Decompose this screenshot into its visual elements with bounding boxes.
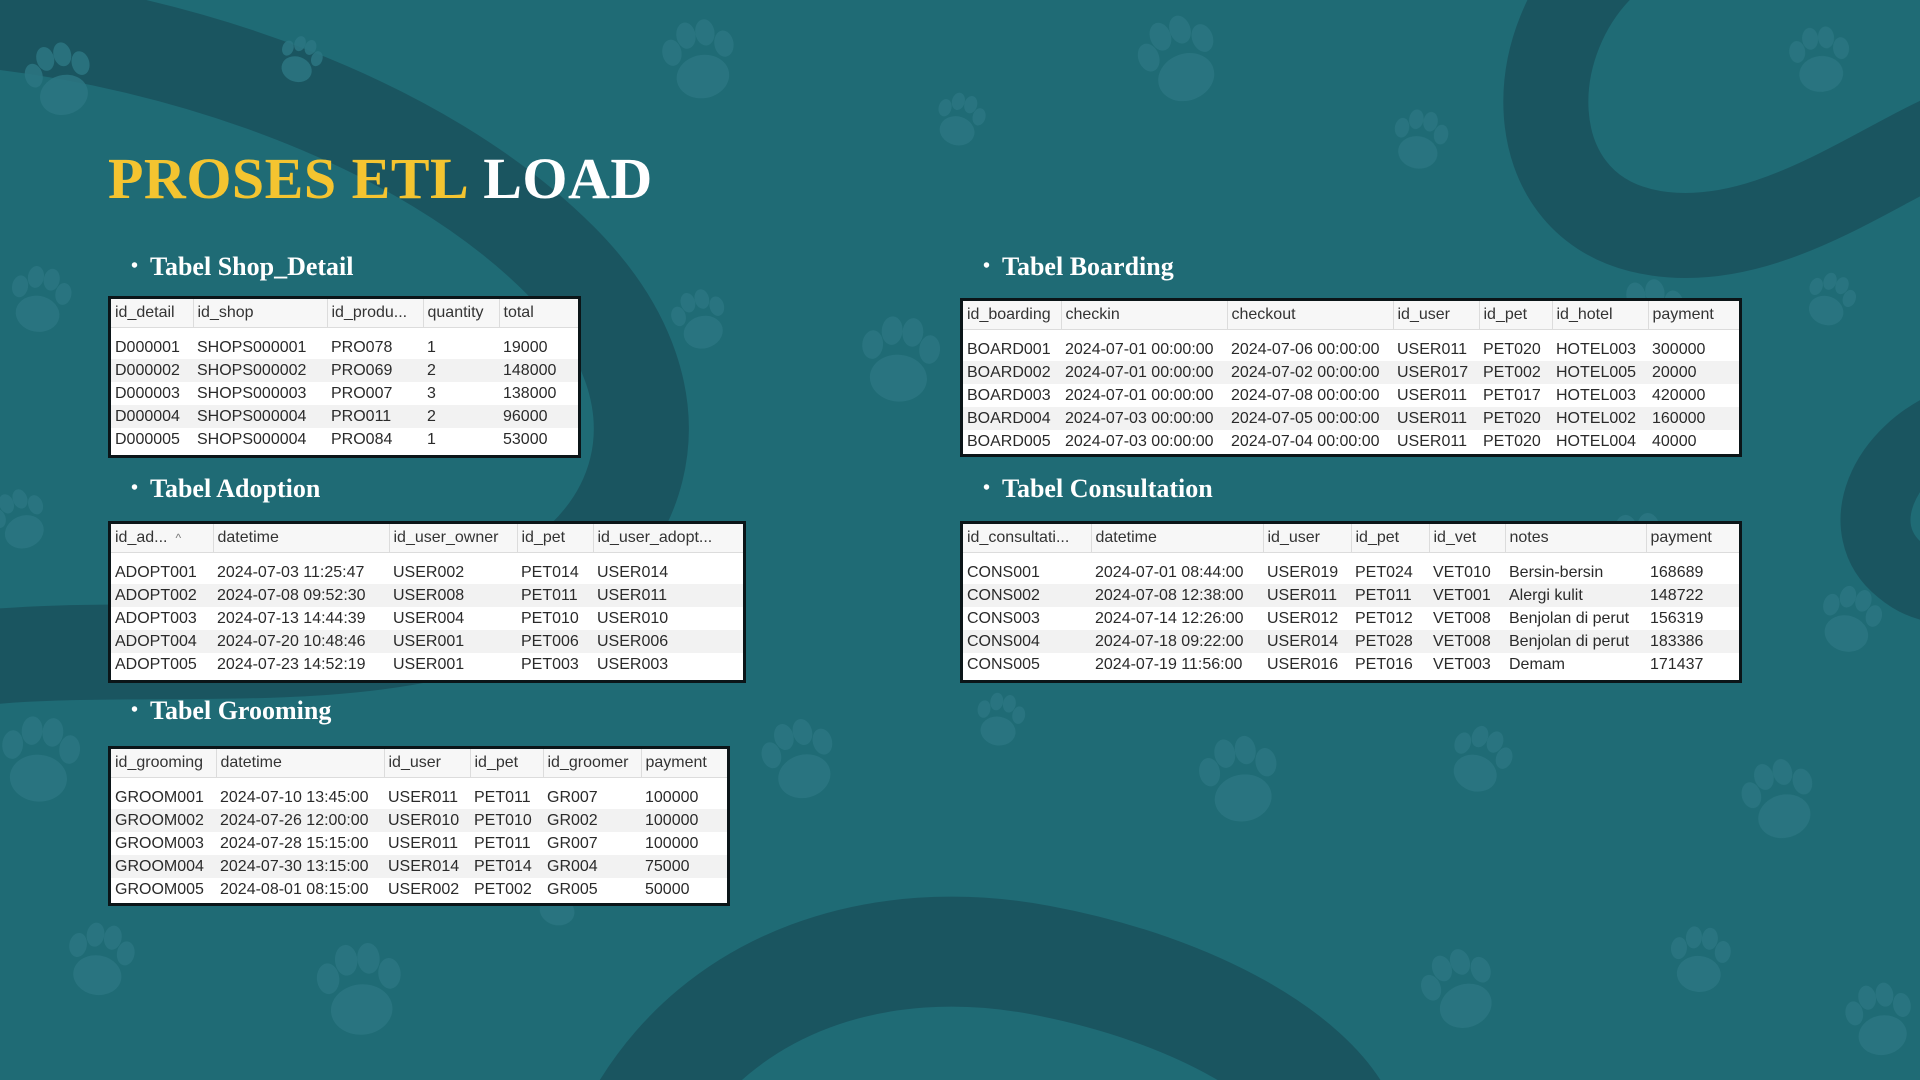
table-cell: 300000 [1648,338,1739,361]
table-cell: VET010 [1429,561,1505,584]
column-header-label: id_grooming [115,754,204,771]
column-header-label: id_consultati... [967,529,1070,546]
table-cell: D000002 [111,359,193,382]
table-cell: PRO011 [327,405,423,428]
table-cell: 2024-07-01 00:00:00 [1061,384,1227,407]
table-cell: 2024-07-23 14:52:19 [213,653,389,676]
column-header-label: id_groomer [547,754,629,771]
column-header[interactable] [641,749,727,778]
table-cell: 183386 [1646,630,1739,653]
table-row[interactable] [111,786,727,809]
column-header[interactable] [543,749,641,778]
column-header[interactable] [963,301,1061,330]
table-cell: HOTEL002 [1552,407,1648,430]
table-cell: GR002 [543,809,641,832]
column-header-label: id_pet [521,529,566,546]
sort-ascending-icon[interactable]: ^ [175,531,182,545]
table-cell: 2024-07-03 00:00:00 [1061,407,1227,430]
data-table [963,301,1739,453]
table-row[interactable] [963,430,1739,453]
table-cell: GR005 [543,878,641,901]
table-cell: GROOM004 [111,855,216,878]
data-table [963,524,1739,676]
table-cell: PET011 [470,786,543,809]
table-cell: 2024-07-08 12:38:00 [1091,584,1263,607]
column-header-label: total [503,304,534,321]
table-cell: USER014 [1263,630,1351,653]
table-row[interactable] [111,561,743,584]
table-cell: GROOM002 [111,809,216,832]
table-cell: PET014 [517,561,593,584]
table-row[interactable] [111,359,578,382]
table-cell: PET003 [517,653,593,676]
table-cell: Benjolan di perut [1505,630,1646,653]
column-header-label: payment [1652,306,1714,323]
table-row[interactable] [963,407,1739,430]
table-cell: PRO084 [327,428,423,451]
table-row[interactable] [111,336,578,359]
table-cell: USER014 [593,561,743,584]
table-cell: 1 [423,428,499,451]
column-header-label: payment [645,754,707,771]
table-cell: GROOM005 [111,878,216,901]
table-cell: BOARD001 [963,338,1061,361]
table-cell: 100000 [641,786,727,809]
table-cell: USER011 [1263,584,1351,607]
table-cell: Demam [1505,653,1646,676]
table-cell: USER014 [384,855,470,878]
table-cell: VET008 [1429,630,1505,653]
column-header[interactable] [1351,524,1429,553]
table-cell: PET014 [470,855,543,878]
column-header[interactable] [1227,301,1393,330]
table-cell: Bersin-bersin [1505,561,1646,584]
table-cell: CONS005 [963,653,1091,676]
table-cell: GR004 [543,855,641,878]
table-cell: PET017 [1479,384,1552,407]
table-cell: 2024-07-26 12:00:00 [216,809,384,832]
table-cell: SHOPS000004 [193,405,327,428]
table-row[interactable] [111,653,743,676]
table-consultation [960,521,1742,683]
column-header[interactable] [111,299,193,328]
table-cell: PET011 [1351,584,1429,607]
table-cell: D000001 [111,336,193,359]
table-cell: 2024-07-05 00:00:00 [1227,407,1393,430]
table-cell: PET016 [1351,653,1429,676]
table-cell: 2024-07-01 00:00:00 [1061,338,1227,361]
table-cell: USER011 [1393,384,1479,407]
table-cell: PET002 [1479,361,1552,384]
header-spacer [111,778,727,787]
table-cell: 148722 [1646,584,1739,607]
table-cell: BOARD003 [963,384,1061,407]
table-cell: USER002 [384,878,470,901]
column-header[interactable] [1393,301,1479,330]
table-cell: 2024-07-03 00:00:00 [1061,430,1227,453]
column-header-label: datetime [217,529,279,546]
table-row[interactable] [111,428,578,451]
column-header-label: id_boarding [967,306,1051,323]
table-cell: HOTEL004 [1552,430,1648,453]
table-cell: USER001 [389,653,517,676]
table-cell: ADOPT001 [111,561,213,584]
table-shop-detail [108,296,581,458]
table-cell: Alergi kulit [1505,584,1646,607]
table-cell: USER012 [1263,607,1351,630]
table-cell: PET020 [1479,338,1552,361]
column-header-label: id_user [1397,306,1450,323]
table-cell: 148000 [499,359,578,382]
table-row[interactable] [963,384,1739,407]
bullet-icon: • [131,699,139,721]
column-header-label: notes [1509,529,1549,546]
table-cell: CONS001 [963,561,1091,584]
table-row[interactable] [963,584,1739,607]
column-header[interactable] [216,749,384,778]
table-cell: 1 [423,336,499,359]
table-cell: PRO069 [327,359,423,382]
table-cell: 420000 [1648,384,1739,407]
table-cell: 2024-07-04 00:00:00 [1227,430,1393,453]
column-header[interactable] [1091,524,1263,553]
table-row[interactable] [963,607,1739,630]
table-cell: PET010 [517,607,593,630]
table-cell: 168689 [1646,561,1739,584]
table-cell: USER017 [1393,361,1479,384]
table-cell: PRO078 [327,336,423,359]
table-cell: 2024-07-14 12:26:00 [1091,607,1263,630]
table-cell: Benjolan di perut [1505,607,1646,630]
table-cell: PET006 [517,630,593,653]
table-cell: 53000 [499,428,578,451]
table-cell: 2024-07-06 00:00:00 [1227,338,1393,361]
column-header[interactable] [193,299,327,328]
table-row[interactable] [963,653,1739,676]
bullet-icon: • [983,477,991,499]
column-header-label: datetime [1095,529,1157,546]
header-spacer [111,328,578,337]
table-cell: PET020 [1479,430,1552,453]
column-header[interactable] [327,299,423,328]
table-cell: SHOPS000001 [193,336,327,359]
column-header-label: id_shop [197,304,254,321]
section-label-boarding: • Tabel Boarding [983,252,1174,281]
table-cell: PET011 [470,832,543,855]
table-cell: 96000 [499,405,578,428]
table-cell: 2024-07-08 09:52:30 [213,584,389,607]
table-cell: USER008 [389,584,517,607]
table-row[interactable] [111,809,727,832]
column-header-label: id_user [388,754,441,771]
table-cell: HOTEL005 [1552,361,1648,384]
table-cell: 156319 [1646,607,1739,630]
table-cell: 2024-07-02 00:00:00 [1227,361,1393,384]
table-cell: 75000 [641,855,727,878]
column-header[interactable] [1505,524,1646,553]
column-header[interactable] [1648,301,1739,330]
table-cell: 2024-07-13 14:44:39 [213,607,389,630]
column-header[interactable] [213,524,389,553]
column-header[interactable] [499,299,578,328]
data-table [111,299,578,451]
table-cell: USER004 [389,607,517,630]
column-header-label: datetime [220,754,282,771]
table-cell: USER010 [593,607,743,630]
table-cell: USER011 [384,786,470,809]
column-header[interactable] [111,749,216,778]
table-cell: VET001 [1429,584,1505,607]
table-cell: PET012 [1351,607,1429,630]
table-adoption [108,521,746,683]
table-cell: CONS002 [963,584,1091,607]
table-cell: ADOPT003 [111,607,213,630]
table-cell: 2 [423,359,499,382]
table-cell: PET028 [1351,630,1429,653]
table-cell: USER011 [1393,407,1479,430]
table-cell: BOARD005 [963,430,1061,453]
column-header-label: id_produ... [331,304,408,321]
table-cell: VET003 [1429,653,1505,676]
section-label-shop-detail: • Tabel Shop_Detail [131,252,354,281]
section-label-grooming: • Tabel Grooming [131,696,332,725]
column-header[interactable] [111,524,213,553]
column-header[interactable] [423,299,499,328]
column-header-label: id_user [1267,529,1320,546]
table-row[interactable] [963,561,1739,584]
table-cell: 2024-08-01 08:15:00 [216,878,384,901]
table-cell: GR007 [543,832,641,855]
page-title [108,146,653,211]
table-cell: PRO007 [327,382,423,405]
column-header[interactable] [389,524,517,553]
table-cell: 2024-07-01 08:44:00 [1091,561,1263,584]
table-row[interactable] [111,878,727,901]
table-cell: 138000 [499,382,578,405]
table-cell: PET020 [1479,407,1552,430]
table-cell: VET008 [1429,607,1505,630]
table-cell: PET010 [470,809,543,832]
table-row[interactable] [111,382,578,405]
table-cell: USER011 [1393,430,1479,453]
column-header-label: quantity [427,304,484,321]
table-cell: 2024-07-08 00:00:00 [1227,384,1393,407]
header-spacer [111,553,743,562]
table-cell: 3 [423,382,499,405]
bullet-icon: • [131,255,139,277]
table-cell: CONS003 [963,607,1091,630]
column-header[interactable] [1646,524,1739,553]
table-cell: D000004 [111,405,193,428]
table-cell: ADOPT005 [111,653,213,676]
table-boarding [960,298,1742,457]
column-header-label: id_user_adopt... [597,529,713,546]
table-cell: SHOPS000002 [193,359,327,382]
table-cell: 171437 [1646,653,1739,676]
data-table [111,524,743,676]
table-cell: 2 [423,405,499,428]
column-header[interactable] [517,524,593,553]
table-cell: 2024-07-10 13:45:00 [216,786,384,809]
column-header-label: payment [1650,529,1712,546]
column-header[interactable] [1552,301,1648,330]
table-cell: 2024-07-03 11:25:47 [213,561,389,584]
header-spacer [963,330,1739,339]
table-cell: PET011 [517,584,593,607]
section-label-adoption: • Tabel Adoption [131,474,321,503]
table-cell: USER003 [593,653,743,676]
data-table [111,749,727,901]
column-header[interactable] [1479,301,1552,330]
column-header-label: checkin [1065,306,1120,323]
column-header-label: id_detail [115,304,175,321]
column-header-label: id_pet [1355,529,1400,546]
table-cell: 160000 [1648,407,1739,430]
table-cell: GROOM003 [111,832,216,855]
table-cell: GROOM001 [111,786,216,809]
column-header[interactable] [593,524,743,553]
table-cell: HOTEL003 [1552,384,1648,407]
table-cell: ADOPT002 [111,584,213,607]
table-row[interactable] [111,832,727,855]
table-cell: 19000 [499,336,578,359]
column-header[interactable] [1061,301,1227,330]
table-cell: 100000 [641,832,727,855]
table-cell: 40000 [1648,430,1739,453]
table-cell: 20000 [1648,361,1739,384]
column-header[interactable] [470,749,543,778]
table-row[interactable] [963,338,1739,361]
table-row[interactable] [111,584,743,607]
table-row[interactable] [111,405,578,428]
table-cell: USER016 [1263,653,1351,676]
column-header[interactable] [1263,524,1351,553]
table-cell: USER011 [593,584,743,607]
table-cell: PET002 [470,878,543,901]
column-header[interactable] [1429,524,1505,553]
table-cell: 2024-07-01 00:00:00 [1061,361,1227,384]
table-cell: BOARD002 [963,361,1061,384]
table-cell: 2024-07-20 10:48:46 [213,630,389,653]
table-grooming [108,746,730,906]
column-header[interactable] [384,749,470,778]
table-cell: 2024-07-28 15:15:00 [216,832,384,855]
table-cell: 100000 [641,809,727,832]
table-row[interactable] [111,855,727,878]
column-header-label: id_ad... [115,529,168,546]
table-row[interactable] [963,361,1739,384]
table-cell: USER011 [1393,338,1479,361]
table-cell: ADOPT004 [111,630,213,653]
page-title-accent: PROSES ETL [108,146,470,211]
table-cell: 50000 [641,878,727,901]
table-cell: PET024 [1351,561,1429,584]
table-cell: SHOPS000004 [193,428,327,451]
table-cell: HOTEL003 [1552,338,1648,361]
table-cell: 2024-07-30 13:15:00 [216,855,384,878]
column-header-label: id_pet [474,754,519,771]
table-cell: D000003 [111,382,193,405]
table-row[interactable] [111,607,743,630]
page-title-main: LOAD [483,146,653,211]
table-cell: 2024-07-19 11:56:00 [1091,653,1263,676]
table-cell: CONS004 [963,630,1091,653]
table-cell: USER001 [389,630,517,653]
column-header-label: checkout [1231,306,1296,323]
bullet-icon: • [983,255,991,277]
table-cell: 2024-07-18 09:22:00 [1091,630,1263,653]
table-cell: BOARD004 [963,407,1061,430]
bullet-icon: • [131,477,139,499]
table-cell: USER019 [1263,561,1351,584]
table-cell: D000005 [111,428,193,451]
table-cell: USER010 [384,809,470,832]
column-header-label: id_user_owner [393,529,499,546]
column-header-label: id_pet [1483,306,1528,323]
table-row[interactable] [111,630,743,653]
table-row[interactable] [963,630,1739,653]
table-cell: USER011 [384,832,470,855]
table-cell: SHOPS000003 [193,382,327,405]
column-header[interactable] [963,524,1091,553]
header-spacer [963,553,1739,562]
column-header-label: id_hotel [1556,306,1613,323]
column-header-label: id_vet [1433,529,1477,546]
table-cell: USER002 [389,561,517,584]
table-cell: GR007 [543,786,641,809]
table-cell: USER006 [593,630,743,653]
section-label-consultation: • Tabel Consultation [983,474,1213,503]
